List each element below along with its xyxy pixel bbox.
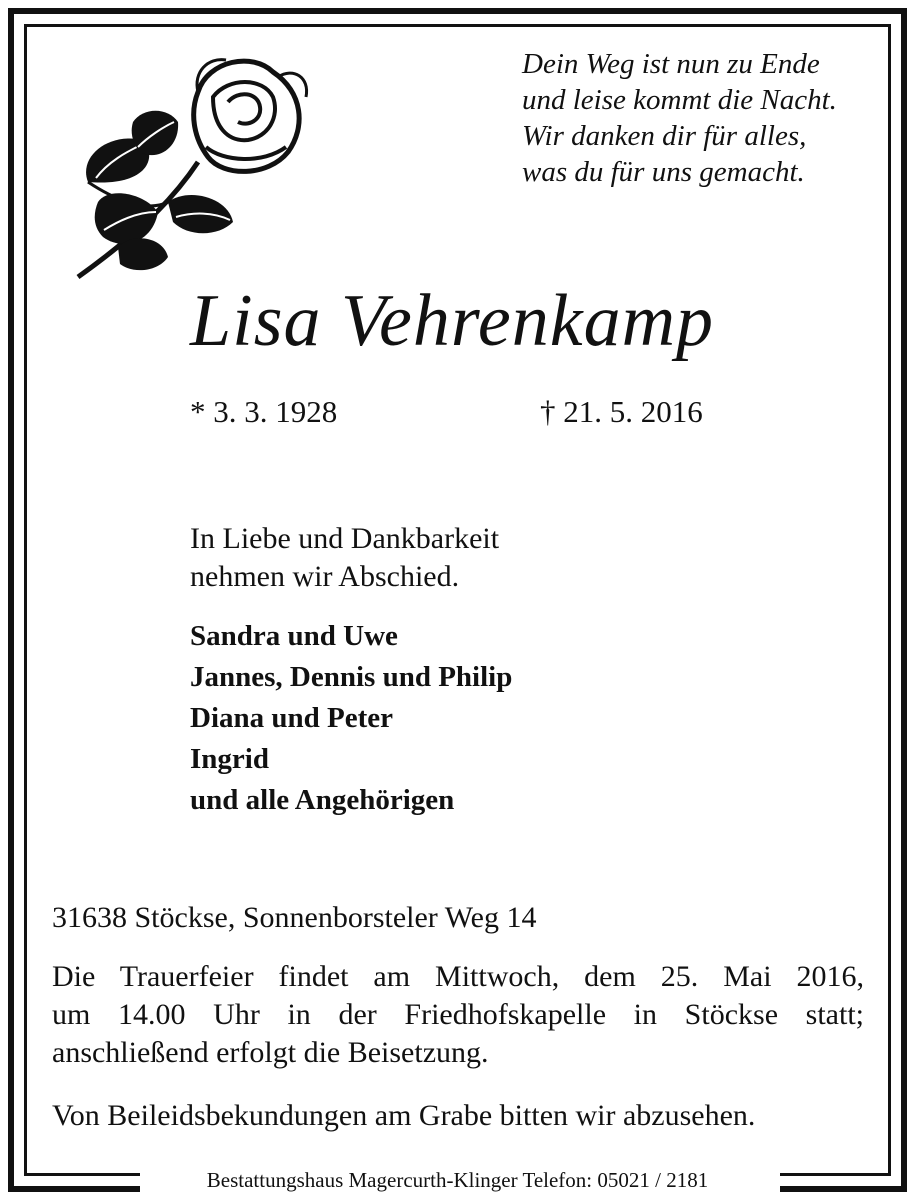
birth-date: * 3. 3. 1928 — [190, 394, 338, 429]
family-line: Sandra und Uwe — [190, 620, 398, 652]
poem-line: Wir danken dir für alles, — [522, 120, 807, 152]
service-line: anschließend erfolgt die Beisetzung. — [52, 1036, 489, 1069]
family-list — [190, 616, 512, 821]
poem-line: Dein Weg ist nun zu Ende — [522, 48, 820, 80]
poem-line: was du für uns gemacht. — [522, 156, 805, 188]
poem — [522, 46, 882, 190]
service-line: um 14.00 Uhr in der Friedhofskapelle in Stöckse statt; — [52, 998, 864, 1031]
dedication-line: nehmen wir Abschied. — [190, 560, 460, 593]
family-line: Diana und Peter — [190, 702, 393, 734]
poem-line: und leise kommt die Nacht. — [522, 84, 837, 116]
funeral-home-footer: Bestattungshaus Magercurth-Klinger Telefon: 05021 / 2181 — [206, 1168, 709, 1192]
condolence-note: Von Beileidsbekundungen am Grabe bitten wir abzusehen. — [52, 1099, 756, 1132]
death-date: † 21. 5. 2016 — [540, 394, 703, 429]
family-line: und alle Angehörigen — [190, 784, 455, 816]
address: 31638 Stöckse, Sonnenborsteler Weg 14 — [52, 901, 537, 934]
family-line: Jannes, Dennis und Philip — [190, 661, 513, 693]
deceased-name: Lisa Vehrenkamp — [190, 280, 715, 362]
service-info — [52, 958, 864, 1072]
rose-icon — [48, 52, 318, 282]
family-line: Ingrid — [190, 743, 269, 775]
service-line: Die Trauerfeier findet am Mittwoch, dem 25. Mai 2016, — [52, 960, 864, 993]
dedication — [190, 520, 499, 596]
dedication-line: In Liebe und Dankbarkeit — [190, 522, 500, 555]
